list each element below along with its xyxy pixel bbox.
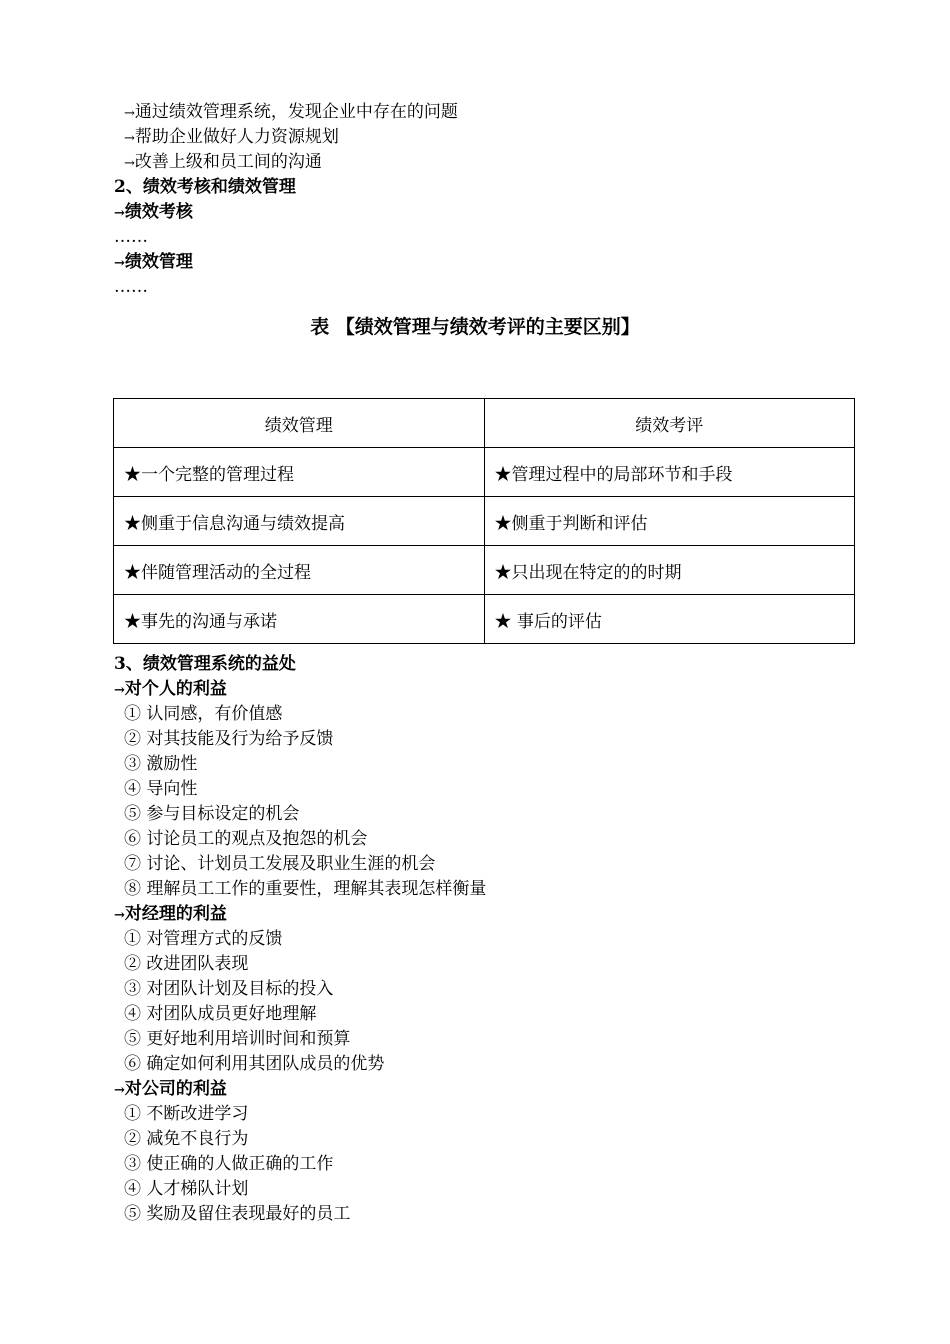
- arrow-icon: →: [114, 206, 125, 221]
- table-cell: ★侧重于判断和评估: [484, 497, 855, 546]
- table-header-row: [114, 399, 855, 448]
- intro-item-3: →改善上级和员工间的沟通: [124, 152, 322, 172]
- intro-item-2: →帮助企业做好人力资源规划: [124, 127, 339, 147]
- list-item: ① 认同感，有价值感: [124, 704, 283, 724]
- table-cell: ★管理过程中的局部环节和手段: [484, 448, 855, 497]
- section3-heading: 3、绩效管理系统的益处: [114, 654, 296, 674]
- section2-sub-performance-appraisal: →绩效考核: [114, 202, 193, 222]
- table-title: 表 【绩效管理与绩效考评的主要区别】: [310, 316, 640, 338]
- list-item: ③ 使正确的人做正确的工作: [124, 1154, 334, 1174]
- list-item: ③ 激励性: [124, 754, 198, 774]
- arrow-icon: →: [124, 156, 135, 171]
- benefit-group-title-company: →对公司的利益: [114, 1079, 227, 1099]
- list-item: ③ 对团队计划及目标的投入: [124, 979, 334, 999]
- arrow-icon: →: [114, 683, 125, 698]
- list-item: ④ 对团队成员更好地理解: [124, 1004, 317, 1024]
- table-header-cell: 绩效考评: [484, 399, 855, 448]
- arrow-icon: →: [114, 256, 125, 271]
- arrow-icon: →: [114, 908, 125, 923]
- list-item: ④ 人才梯队计划: [124, 1179, 249, 1199]
- list-item: ② 改进团队表现: [124, 954, 249, 974]
- list-item: ② 减免不良行为: [124, 1129, 249, 1149]
- ellipsis: ……: [114, 277, 148, 297]
- benefit-group-title-manager: →对经理的利益: [114, 904, 227, 924]
- list-item: ④ 导向性: [124, 779, 198, 799]
- table-row: [114, 546, 855, 595]
- list-item: ⑤ 参与目标设定的机会: [124, 804, 300, 824]
- list-item: ② 对其技能及行为给予反馈: [124, 729, 334, 749]
- section2-sub-performance-management: →绩效管理: [114, 252, 193, 272]
- table-cell: ★只出现在特定的的时期: [484, 546, 855, 595]
- table-header-cell: 绩效管理: [114, 399, 485, 448]
- table-row: [114, 448, 855, 497]
- list-item: ⑤ 奖励及留住表现最好的员工: [124, 1204, 351, 1224]
- table-cell: ★一个完整的管理过程: [114, 448, 485, 497]
- list-item: ⑥ 讨论员工的观点及抱怨的机会: [124, 829, 368, 849]
- arrow-icon: →: [114, 1083, 125, 1098]
- list-item: ⑤ 更好地利用培训时间和预算: [124, 1029, 351, 1049]
- section2-heading: 2、绩效考核和绩效管理: [114, 177, 296, 197]
- list-item: ⑥ 确定如何利用其团队成员的优势: [124, 1054, 385, 1074]
- ellipsis: ……: [114, 227, 148, 247]
- table-cell: ★侧重于信息沟通与绩效提高: [114, 497, 485, 546]
- table-cell: ★ 事后的评估: [484, 595, 855, 644]
- table-row: [114, 595, 855, 644]
- arrow-icon: →: [124, 131, 135, 146]
- table-cell: ★伴随管理活动的全过程: [114, 546, 485, 595]
- table-row: [114, 497, 855, 546]
- list-item: ① 对管理方式的反馈: [124, 929, 283, 949]
- arrow-icon: →: [124, 106, 135, 121]
- list-item: ① 不断改进学习: [124, 1104, 249, 1124]
- list-item: ⑦ 讨论、计划员工发展及职业生涯的机会: [124, 854, 436, 874]
- intro-item-1: →通过绩效管理系统，发现企业中存在的问题: [124, 102, 458, 122]
- benefit-group-title-individual: →对个人的利益: [114, 679, 227, 699]
- comparison-table: [113, 398, 855, 644]
- list-item: ⑧ 理解员工工作的重要性，理解其表现怎样衡量: [124, 879, 487, 899]
- table-cell: ★事先的沟通与承诺: [114, 595, 485, 644]
